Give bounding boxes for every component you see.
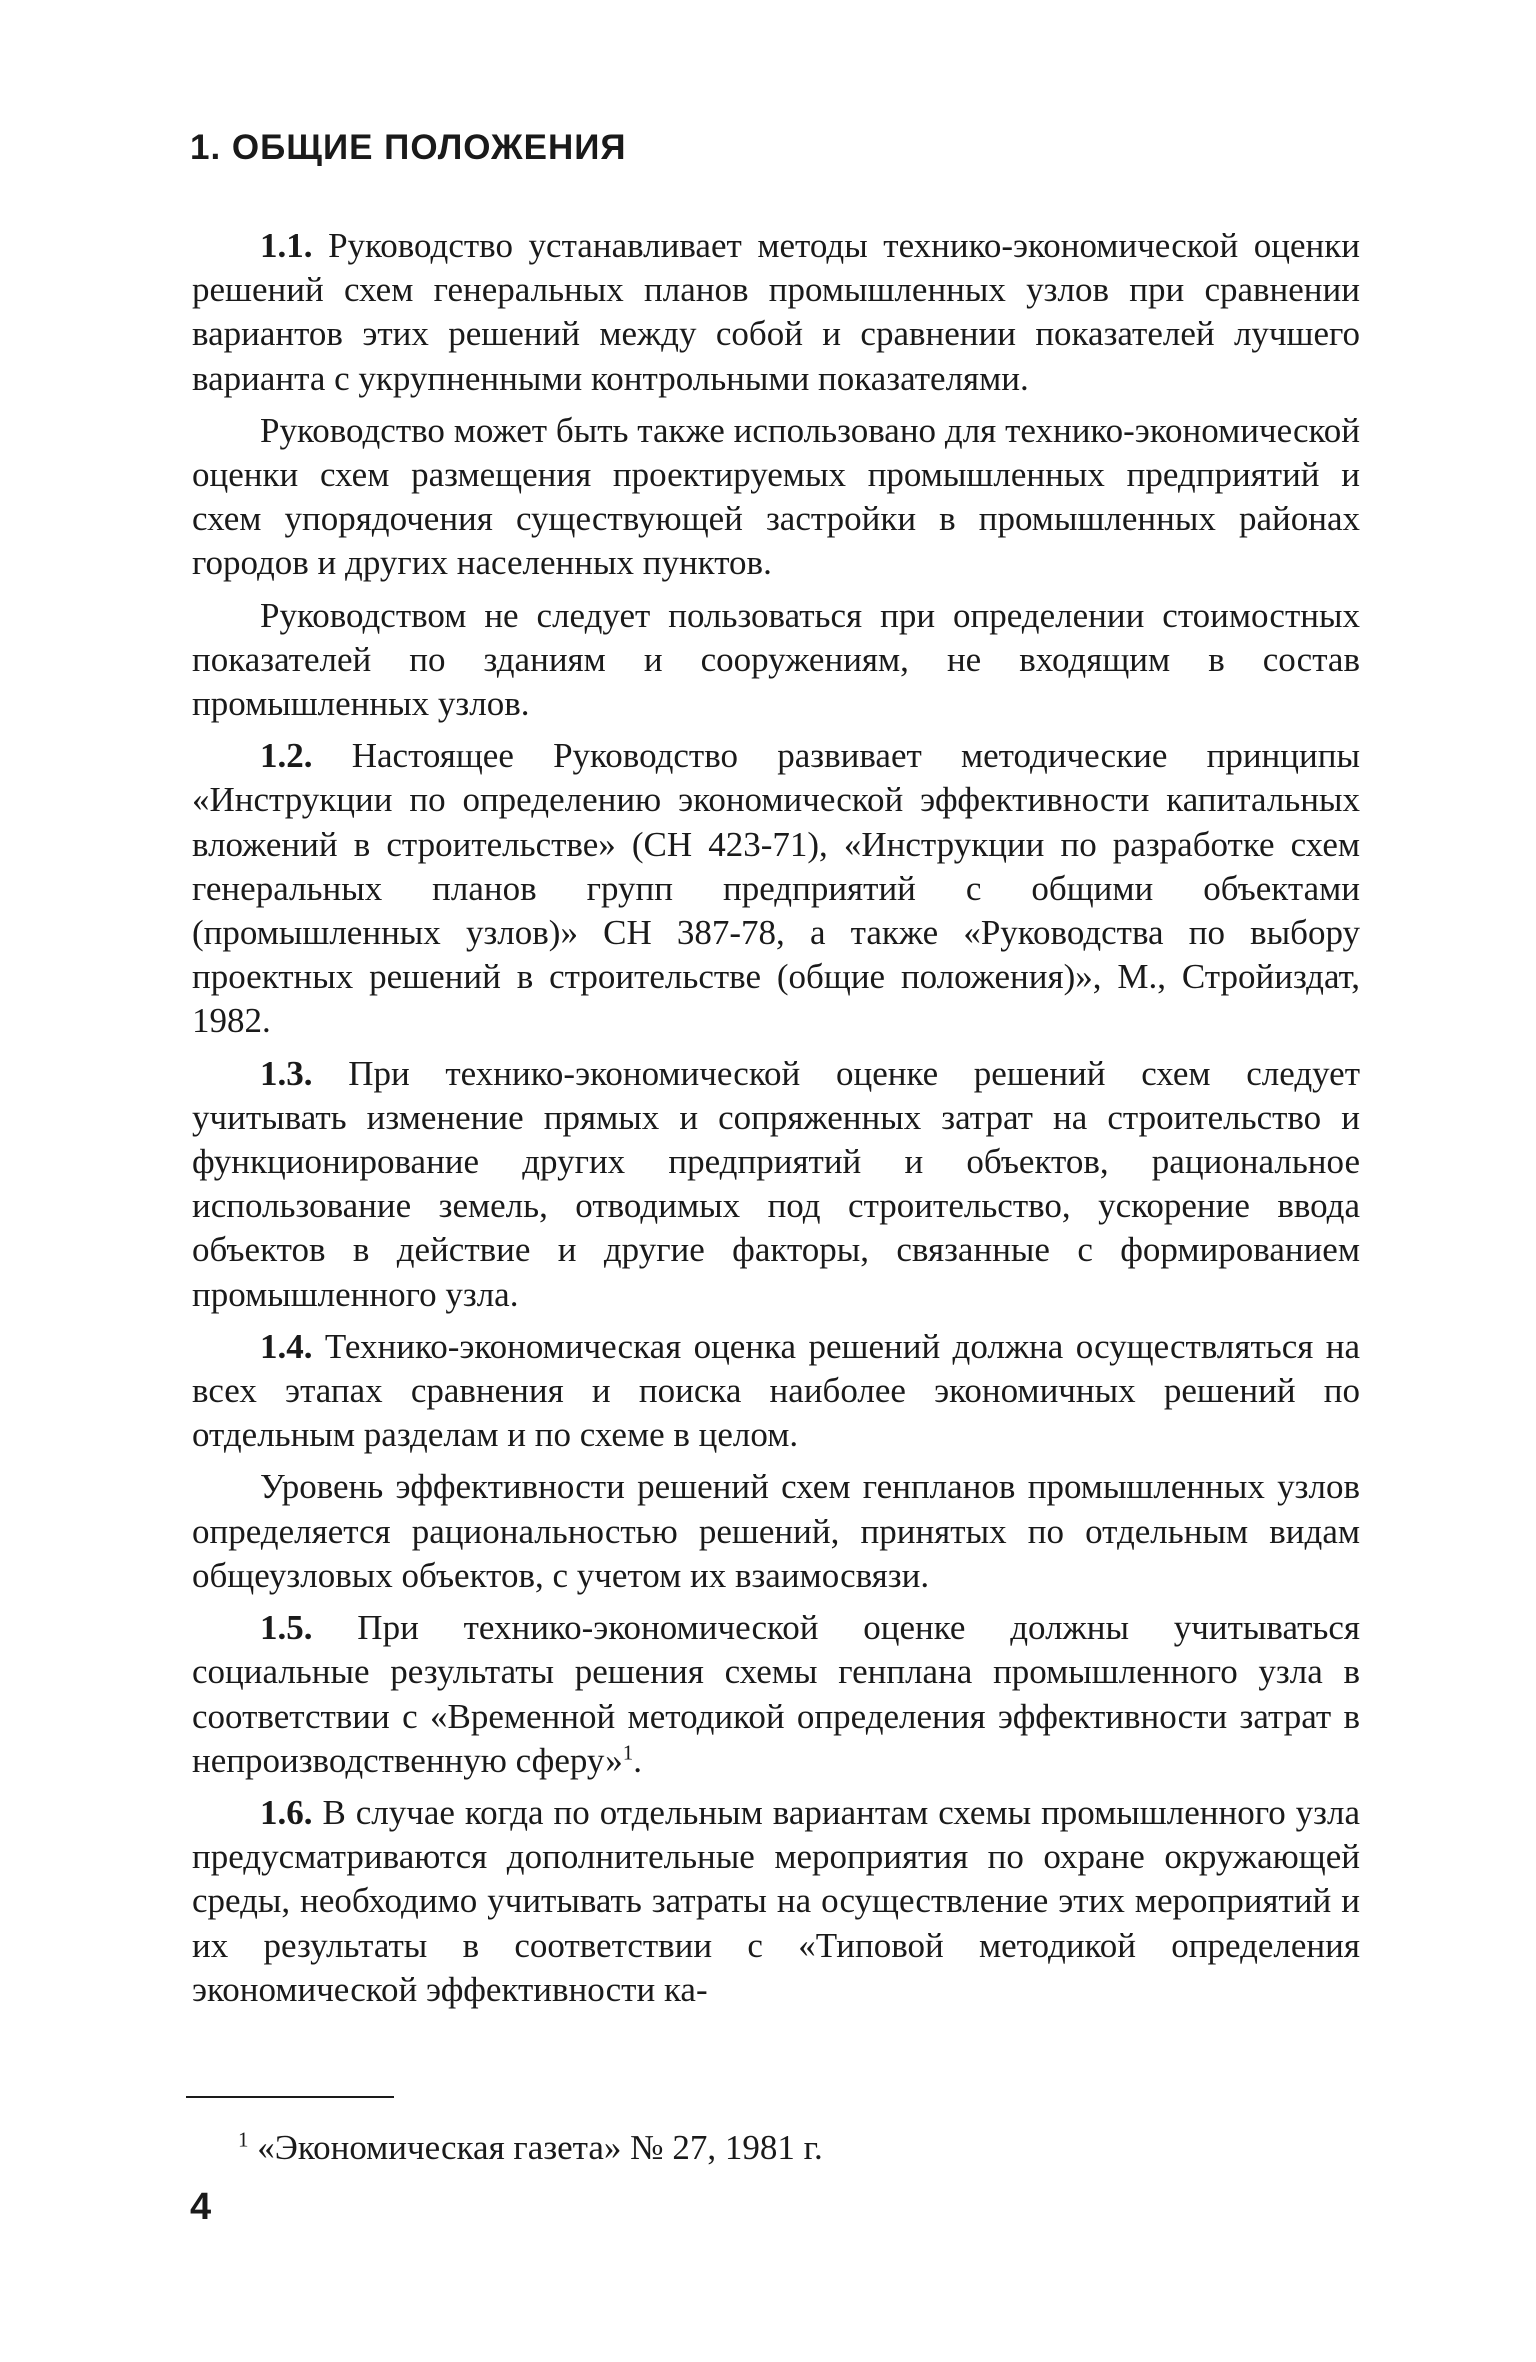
paragraph-1-5 bbox=[192, 1606, 1360, 1783]
paragraph-text: Руководство устанавливает методы технико-экономической оценки решений схем генеральных планов промышленных узлов при сравнении вариантов этих решений между собой и сравнении показателей лучшего варианта с укрупненными контрольными показателями. bbox=[192, 226, 1360, 398]
paragraph-number: 1.3. bbox=[260, 1053, 313, 1093]
paragraph-number: 1.2. bbox=[260, 736, 313, 776]
section-title: 1. ОБЩИЕ ПОЛОЖЕНИЯ bbox=[190, 128, 627, 167]
paragraph-number: 1.4. bbox=[260, 1326, 313, 1366]
footnote-reference: 1 bbox=[622, 1740, 634, 1765]
paragraph-1-1-continued bbox=[192, 409, 1360, 586]
paragraph-1-4-continued bbox=[192, 1465, 1360, 1598]
paragraph-1-3 bbox=[192, 1052, 1360, 1317]
paragraph-text: Уровень эффективности решений схем генпланов промышленных узлов определяется рациональностью решений, принятых по отдельным видам общеузловых объектов, с учетом их взаимосвязи. bbox=[192, 1467, 1360, 1595]
paragraph-number: 1.6. bbox=[260, 1792, 313, 1832]
paragraph-text: При технико-экономической оценке должны учитываться социальные результаты решения схемы генплана промышленного узла в соответствии с «Временной методикой определения эффективности затрат в непроизводственную сферу» bbox=[192, 1608, 1361, 1780]
paragraph-1-6 bbox=[192, 1791, 1360, 2012]
paragraph-text: При технико-экономической оценке решений схем следует учитывать изменение прямых и сопряженных затрат на строительство и функционирование других предприятий и объектов, рациональное использование земель, отводимых под строительство, ускорение ввода объектов в действие и другие факторы, связанные с формированием промышленного узла. bbox=[192, 1053, 1361, 1314]
paragraph-number: 1.5. bbox=[260, 1608, 313, 1648]
paragraph-number: 1.1. bbox=[260, 226, 313, 265]
paragraph-text: В случае когда по отдельным вариантам схемы промышленного узла предусматриваются дополнительные мероприятия по охране окружающей среды, необходимо учитывать затраты на осуществление этих мероприятий и их результаты в соответствии с «Типовой методикой определения экономической эффективности ка- bbox=[192, 1792, 1360, 2009]
paragraph-tail: . bbox=[633, 1740, 643, 1780]
footnote bbox=[238, 2126, 1338, 2170]
paragraph-1-2 bbox=[192, 734, 1360, 1043]
paragraph-1-1-note bbox=[192, 594, 1360, 727]
paragraph-1-4 bbox=[192, 1325, 1360, 1458]
footnote-mark: 1 bbox=[238, 2127, 249, 2152]
paragraph-text: Руководством не следует пользоваться при определении стоимостных показателей по зданиям и сооружениям, не входящим в состав промышленных узлов. bbox=[192, 595, 1360, 724]
paragraph-1-1 bbox=[192, 224, 1360, 401]
paragraph-text: Настоящее Руководство развивает методические принципы «Инструкции по определению экономической эффективности капитальных вложений в строительстве» (СН 423-71), «Инструкции по разработке схем генеральных планов групп предприятий с общими объектами (промышленных узлов)» СН 387-78, а также «Руководства по выбору проектных решений в строительстве (общие положения)», М., Стройиздат, 1982. bbox=[192, 736, 1360, 1041]
paragraph-text: Руководство может быть также использовано для технико-экономической оценки схем размещения проектируемых промышленных предприятий и схем упорядочения существующей застройки в промышленных районах городов и других населенных пунктов. bbox=[192, 410, 1360, 583]
body-text bbox=[192, 224, 1360, 2020]
paragraph-text: Технико-экономическая оценка решений должна осуществляться на всех этапах сравнения и поиска наиболее экономичных решений по отдельным разделам и по схеме в целом. bbox=[192, 1326, 1361, 1455]
footnote-text: «Экономическая газета» № 27, 1981 г. bbox=[257, 2128, 823, 2167]
footnote-divider bbox=[186, 2096, 394, 2098]
page-number: 4 bbox=[190, 2186, 212, 2228]
